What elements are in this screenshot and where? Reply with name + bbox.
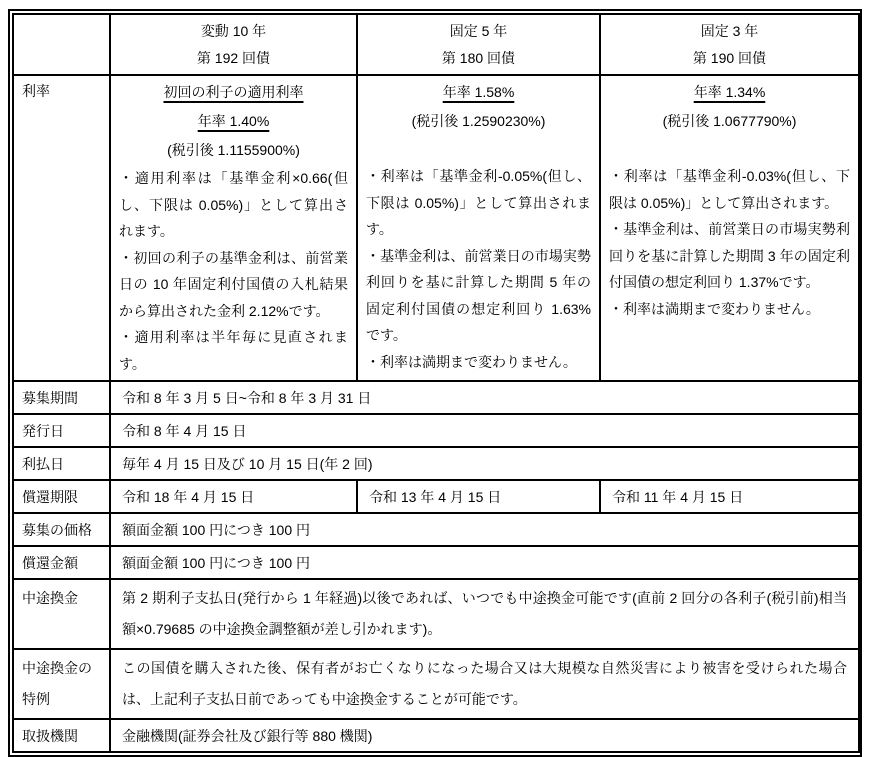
- rate-fixed3-cell: [600, 75, 859, 381]
- early-redemption-row: [13, 579, 859, 649]
- issue-date-value: 令和 8 年 4 月 15 日: [110, 414, 859, 447]
- offer-period-row: [13, 381, 859, 414]
- rate-fixed3-annual: 年率 1.34%: [693, 84, 766, 100]
- row-label-redemption-amount: 償還金額: [13, 546, 110, 579]
- rate-fixed3-bullet: ・基準金利は、前営業日の市場実勢利回りを基に計算した期間 3 年の固定利付国債の想定利回り 1.37%です。: [609, 221, 850, 290]
- header-fixed5-type: 固定 5 年: [449, 23, 508, 39]
- header-fixed3-series: 第 190 回債: [692, 50, 767, 66]
- header-fixed3-type: 固定 3 年: [700, 23, 759, 39]
- row-label-early-redemption: 中途換金: [13, 579, 110, 649]
- rate-fixed3-bullet: ・利率は満期まで変わりません。: [609, 300, 820, 317]
- rate-row: [13, 75, 859, 381]
- header-fixed5-series: 第 180 回債: [441, 50, 516, 66]
- early-redemption-special-row: [13, 649, 859, 719]
- row-label-offer-period: 募集期間: [13, 381, 110, 414]
- rate-fixed3-bullet: ・利率は「基準金利-0.03%(但し、下限は 0.05%)」として算出されます。: [609, 168, 850, 211]
- early-redemption-special-value: この国債を購入された後、保有者がお亡くなりになった場合又は大規模な自然災害により被害を受けられた場合は、上記利子支払日前であっても中途換金することが可能です。: [110, 649, 859, 719]
- early-redemption-value: 第 2 期利子支払日(発行から 1 年経過)以後であれば、いつでも中途換金可能です(直前 2 回分の各利子(税引前)相当額×0.79685 の中途換金調整額が差し引かれます)。: [110, 579, 859, 649]
- row-label-rate: 利率: [13, 75, 110, 381]
- header-fixed3: [600, 14, 859, 75]
- rate-variable10-bullet: ・適用利率は半年毎に見直されます。: [119, 329, 348, 372]
- rate-fixed3-after-tax: (税引後 1.0677790%): [662, 113, 797, 129]
- header-fixed5: [357, 14, 600, 75]
- rate-variable10-bullet: ・適用利率は「基準金利×0.66(但し、下限は 0.05%)」として算出されます。: [119, 170, 348, 239]
- rate-fixed5-after-tax: (税引後 1.2590230%): [411, 113, 546, 129]
- row-label-interest-payment-date: 利払日: [13, 447, 110, 480]
- rate-fixed5-bullet: ・基準金利は、前営業日の市場実勢利回りを基に計算した期間 5 年の固定利付国債の想定利回り 1.63%です。: [366, 247, 591, 343]
- row-label-handling-institutions: 取扱機関: [13, 719, 110, 752]
- table-header-row: [13, 14, 859, 75]
- redemption-amount-value: 額面金額 100 円につき 100 円: [110, 546, 859, 579]
- bond-comparison-table: [12, 13, 860, 753]
- redemption-date-variable10: 令和 18 年 4 月 15 日: [110, 480, 357, 513]
- rate-variable10-cell: [110, 75, 357, 381]
- handling-institutions-value: 金融機関(証券会社及び銀行等 880 機関): [110, 719, 859, 752]
- rate-fixed5-cell: [357, 75, 600, 381]
- interest-payment-date-value: 毎年 4 月 15 日及び 10 月 15 日(年 2 回): [110, 447, 859, 480]
- header-variable10: [110, 14, 357, 75]
- early-redemption-special-label-line1: 中途換金の: [22, 660, 92, 676]
- row-label-redemption-date: 償還期限: [13, 480, 110, 513]
- offer-period-value: 令和 8 年 3 月 5 日~令和 8 年 3 月 31 日: [110, 381, 859, 414]
- handling-institutions-row: [13, 719, 859, 752]
- rate-fixed5-bullet: ・利率は満期まで変わりません。: [366, 353, 577, 370]
- row-label-early-redemption-special: [13, 649, 110, 719]
- early-redemption-special-label-line2: 特例: [22, 691, 50, 707]
- bond-table-frame: [8, 9, 862, 757]
- rate-variable10-title: 初回の利子の適用利率: [163, 84, 304, 100]
- redemption-amount-row: [13, 546, 859, 579]
- issue-date-row: [13, 414, 859, 447]
- offer-price-row: [13, 513, 859, 546]
- redemption-date-row: [13, 480, 859, 513]
- redemption-date-fixed3: 令和 11 年 4 月 15 日: [600, 480, 859, 513]
- header-variable10-series: 第 192 回債: [196, 50, 271, 66]
- row-label-issue-date: 発行日: [13, 414, 110, 447]
- row-label-offer-price: 募集の価格: [13, 513, 110, 546]
- rate-variable10-annual: 年率 1.40%: [197, 113, 270, 129]
- interest-payment-date-row: [13, 447, 859, 480]
- offer-price-value: 額面金額 100 円につき 100 円: [110, 513, 859, 546]
- rate-fixed5-annual: 年率 1.58%: [442, 84, 515, 100]
- rate-variable10-after-tax: (税引後 1.1155900%): [167, 142, 300, 158]
- redemption-date-fixed5: 令和 13 年 4 月 15 日: [357, 480, 600, 513]
- header-variable10-type: 変動 10 年: [200, 23, 267, 39]
- rate-variable10-bullet: ・初回の利子の基準金利は、前営業日の 10 年固定利付国債の入札結果から算出された金利 2.12%です。: [119, 249, 348, 319]
- corner-cell: [13, 14, 110, 75]
- rate-fixed5-bullet: ・利率は「基準金利-0.05%(但し、下限は 0.05%)」として算出されます。: [366, 168, 591, 237]
